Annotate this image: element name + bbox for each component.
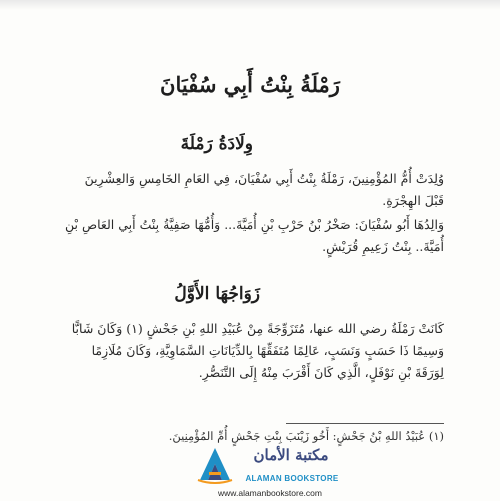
page-title: رَمْلَةُ بِنْتُ أَبِي سُفْيَانَ (160, 72, 340, 97)
logo-a-mark-icon (196, 446, 234, 484)
logo-url: www.alamanbookstore.com (218, 488, 322, 498)
section-heading-birth: وِلَادَةُ رَمْلَةَ (180, 134, 253, 154)
paragraph-birth: وُلِدَتْ أُمُّ المُؤْمِنِينَ، رَمْلَةُ بِنْتُ أَبِي سُفْيَانَ، فِي العَامِ الخَامِسِ وَالعِشْرِينَ قَبْلَ الهِجْرَةِ. (84, 171, 444, 208)
page-top-shadow (0, 0, 500, 10)
bookstore-logo (196, 444, 346, 501)
paragraph-first-marriage: كَانَتْ رَمْلَةُ رضي الله عنها، مُتَزَوِّجَةً مِنْ عُبَيْدِ اللهِ بْنِ جَحْشٍ (١) وَكَانَ شَابًّا وَسِيمًا ذَا حَسَبٍ وَنَسَبٍ، عَالِمًا مُتَفَقِّهًا بِالدِّيَانَاتِ السَّمَاوِيَّةِ، وَكَانَ مُلَازِمًا لِوَرَقَةَ بْنِ نَوْفَلٍ، الَّذِي كَانَ أَقْرَبَ مِنْهُ إِلَى التَّنَصُّرِ. (71, 321, 444, 380)
logo-english-name: ALAMAN BOOKSTORE (245, 474, 339, 483)
footnote-divider (286, 423, 444, 424)
paragraph-parents: وَالِدُهَا أَبُو سُفْيَانَ: صَخْرُ بْنُ حَرْبِ بْنِ أُمَيَّةَ... وَأُمُّهَا صَفِيَّةُ بِنْتُ أَبِي العَاصِ بْنِ أُمَيَّةَ.. بِنْتُ زَعِيمِ قُرَيْشٍ. (65, 217, 444, 254)
section-heading-first-marriage: زَوَاجُهَا الأَوَّلُ (174, 284, 260, 304)
logo-arabic-name: مكتبة الأمان (253, 446, 329, 464)
footnote: (١) عُبَيْدُ اللهِ بْنُ جَحْشٍ: أَخُو زَيْنَبَ بِنْتِ جَحْشٍ أُمِّ المُؤْمِنِينَ. (168, 429, 444, 443)
